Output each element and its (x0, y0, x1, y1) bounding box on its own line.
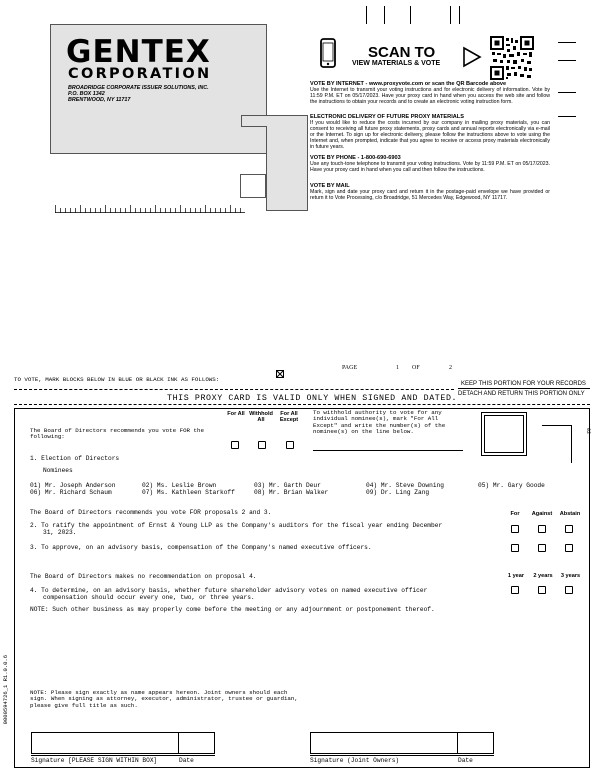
marked-box-icon (276, 370, 284, 378)
withhold-all-checkbox[interactable] (258, 441, 266, 449)
corner-mark (571, 425, 572, 463)
cut-line (14, 389, 454, 390)
divider (458, 388, 590, 389)
col-withhold-all: Withhold All (249, 411, 273, 424)
nominee: 06) Mr. Richard Schaum (30, 489, 112, 496)
item2-for-checkbox[interactable] (511, 525, 519, 533)
play-arrow-icon (462, 46, 482, 68)
nominee: 05) Mr. Gary Goode (478, 482, 545, 489)
edge-mark (558, 92, 576, 93)
company-logo-subtitle: CORPORATION (68, 66, 212, 82)
signature-line (31, 755, 215, 756)
vote-phone-section (310, 155, 550, 173)
electronic-delivery-title: ELECTRONIC DELIVERY OF FUTURE PROXY MATERIALS (310, 114, 464, 120)
col-for-all: For All (227, 411, 245, 417)
item4-1year-checkbox[interactable] (511, 586, 519, 594)
page-label: PAGE (342, 365, 358, 371)
vote-internet-section (310, 81, 550, 105)
edge-mark (558, 116, 576, 117)
item4-text: 4. To determine, on an advisory basis, whether future shareholder advisory votes on named executive officer (30, 587, 428, 594)
date-label: Date (179, 757, 194, 764)
barcode-tick (459, 6, 460, 24)
nominee: 02) Ms. Leslie Brown (142, 482, 217, 489)
page-of-label: OF (412, 365, 420, 371)
page-number: 1 (396, 365, 399, 371)
item3-against-checkbox[interactable] (538, 544, 546, 552)
phone-icon (320, 38, 336, 68)
col-1-year: 1 year (507, 573, 525, 579)
barcode-tick (366, 6, 367, 24)
item4-text-cont: compensation should occur every one, two, or three years. (43, 594, 255, 601)
barcode-tick (384, 6, 385, 24)
item3-for-checkbox[interactable] (511, 544, 519, 552)
board-recommends-for: The Board of Directors recommends you vote FOR the following: (30, 427, 204, 441)
for-all-checkbox[interactable] (231, 441, 239, 449)
board-recommends-2-3: The Board of Directors recommends you vote FOR proposals 2 and 3. (30, 509, 272, 516)
scanner-box (481, 412, 527, 456)
nominees-label: Nominees (43, 467, 73, 474)
item2-abstain-checkbox[interactable] (565, 525, 573, 533)
company-logo: GENTEX (66, 34, 211, 70)
cut-line (14, 404, 590, 405)
nominee: 01) Mr. Joseph Anderson (30, 482, 116, 489)
electronic-delivery-text: If you would like to reduce the costs incurred by our company in mailing proxy materials, you can consent to receiving all future proxy statements, proxy cards and annual reports electronically via e-mail or the Internet. To sign up for electronic delivery, please follow the instructions above to vote using the Internet and, when prompted, indicate that you agree to receive or access proxy materials electronically in future years. (310, 120, 550, 151)
address-line: BROADRIDGE CORPORATE ISSUER SOLUTIONS, INC. (68, 85, 209, 91)
vote-mail-section (310, 183, 550, 201)
col-abstain: Abstain (559, 511, 581, 517)
col-2-years: 2 years (533, 573, 553, 579)
for-all-except-checkbox[interactable] (286, 441, 294, 449)
address-line: P.O. BOX 1342 (68, 91, 105, 97)
signature-box[interactable] (31, 732, 215, 754)
left-side-code: 0000594726_1 R1.0.0.6 (2, 655, 9, 725)
nominee-write-in-line[interactable] (313, 450, 463, 451)
col-3-years: 3 years (560, 573, 581, 579)
mark-blocks-instruction: TO VOTE, MARK BLOCKS BELOW IN BLUE OR BLACK INK AS FOLLOWS: (14, 376, 220, 383)
board-no-recommendation: The Board of Directors makes no recommendation on proposal 4. (30, 573, 257, 580)
address-line: BRENTWOOD, NY 11717 (68, 97, 131, 103)
withhold-instructions: To withhold authority to vote for any individual nominee(s), mark "For All Except" and write the number(s) of the nominee(s) on the line below. (313, 409, 446, 435)
detach-return-label: DETACH AND RETURN THIS PORTION ONLY (458, 391, 585, 397)
nominee: 08) Mr. Brian Walker (254, 489, 329, 496)
vote-internet-title: VOTE BY INTERNET - www.proxyvote.com or scan the QR Barcode above (310, 81, 507, 87)
scan-subtitle: VIEW MATERIALS & VOTE (352, 60, 441, 67)
signature-label: Signature [PLEASE SIGN WITHIN BOX] (31, 757, 158, 764)
item2-text-cont: 31, 2023. (43, 529, 77, 536)
item3-text: 3. To approve, on an advisory basis, compensation of the Company's named executive officers. (30, 544, 372, 551)
corner-mark (542, 425, 572, 426)
item2-text: 2. To ratify the appointment of Ernst & Young LLP as the Company's auditors for the fiscal year ending December (30, 522, 443, 529)
col-for-all-except: For All Except (279, 411, 299, 424)
date-label-joint: Date (458, 757, 473, 764)
nominee: 09) Dr. Ling Zang (366, 489, 430, 496)
electronic-delivery-section (310, 114, 550, 151)
col-against: Against (531, 511, 553, 517)
nominee: 03) Mr. Garth Deur (254, 482, 321, 489)
joint-signature-box[interactable] (310, 732, 494, 754)
nominee: 07) Ms. Kathleen Starkoff (142, 489, 235, 496)
item3-abstain-checkbox[interactable] (565, 544, 573, 552)
item4-2years-checkbox[interactable] (538, 586, 546, 594)
barcode-tick (410, 6, 411, 24)
valid-notice: THIS PROXY CARD IS VALID ONLY WHEN SIGNED AND DATED. (167, 394, 458, 403)
barcode-tick (450, 6, 451, 24)
page-total: 2 (449, 365, 452, 371)
edge-mark (558, 60, 576, 61)
grey-tab (266, 115, 308, 211)
item1-label: 1. Election of Directors (30, 455, 120, 462)
signature-line (310, 755, 494, 756)
ruler-marks (55, 205, 245, 213)
vote-internet-text: Use the Internet to transmit your voting instructions and for electronic delivery of information. Vote by 11:59 P.M. ET on 05/17/2023. Have your proxy card in hand when you access the web site and follow the instructions to obtain your records and to create an electronic voting instruction form. (310, 87, 550, 106)
vote-mail-title: VOTE BY MAIL (310, 183, 350, 189)
vote-phone-title: VOTE BY PHONE - 1-800-690-6903 (310, 155, 401, 161)
window-box (240, 174, 266, 198)
keep-portion-label: KEEP THIS PORTION FOR YOUR RECORDS (461, 381, 586, 387)
joint-signature-label: Signature (Joint Owners) (310, 757, 400, 764)
right-side-code: 02 (585, 428, 591, 435)
col-for: For (510, 511, 520, 517)
nominee: 04) Mr. Steve Downing (366, 482, 444, 489)
item4-3years-checkbox[interactable] (565, 586, 573, 594)
vote-phone-text: Use any touch-tone telephone to transmit your voting instructions. Vote by 11:59 P.M. ET on 05/17/2023. Have your proxy card in hand when you call and then follow the instructions. (310, 161, 550, 174)
vote-mail-text: Mark, sign and date your proxy card and return it in the postage-paid envelope we have provided or return it to Vote Processing, c/o Broadridge, 51 Mercedes Way, Edgewood, NY 11717. (310, 189, 550, 202)
qr-code-icon[interactable] (490, 36, 534, 80)
note-sign: NOTE: Please sign exactly as name appears hereon. Joint owners should each sign. When signing as attorney, executor, administrator, trustee or guardian, please give full title as such. (30, 689, 298, 709)
scan-title: SCAN TO (368, 44, 436, 61)
note-other-business: NOTE: Such other business as may properly come before the meeting or any adjournment or postponement thereof. (30, 606, 435, 613)
grey-tab (241, 115, 267, 127)
edge-mark (558, 42, 576, 43)
item2-against-checkbox[interactable] (538, 525, 546, 533)
